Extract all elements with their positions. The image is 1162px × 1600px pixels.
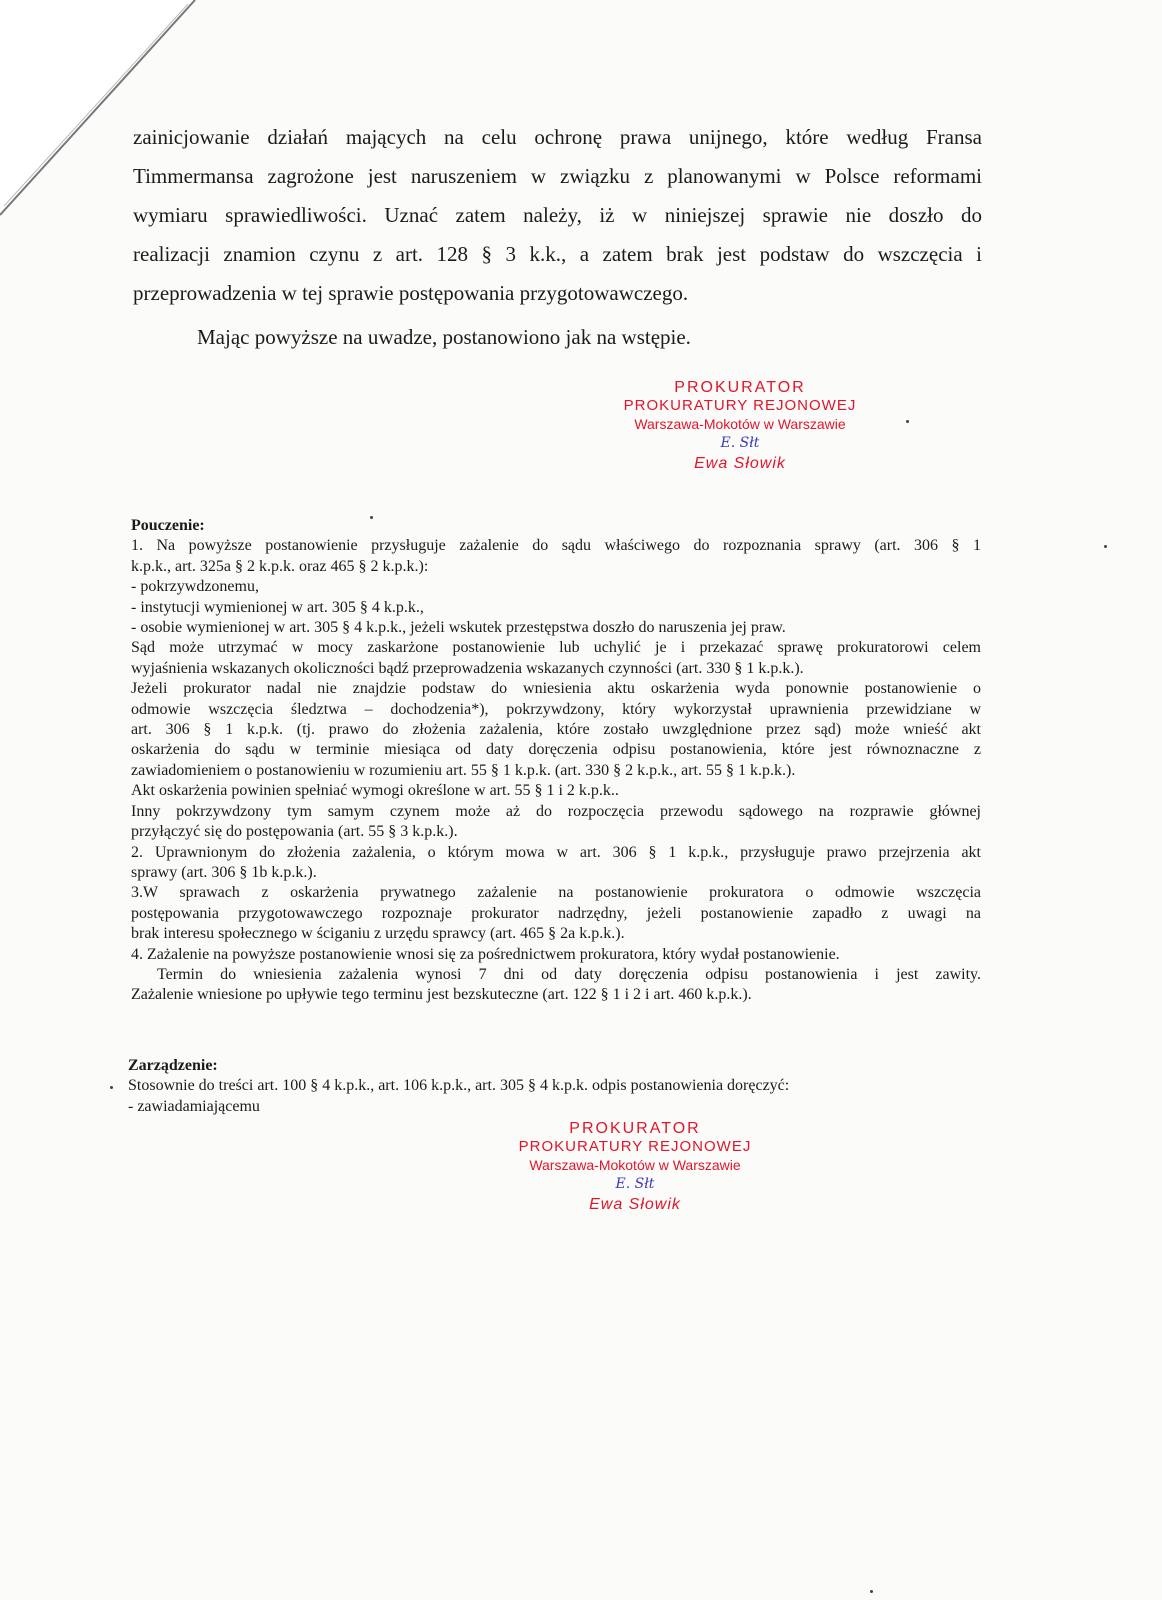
body-line: Timmermansa zagrożone jest naruszeniem w związku z planowanymi w Polsce reformami bbox=[133, 164, 982, 188]
scan-speck bbox=[1104, 545, 1107, 548]
stamp-title: PROKURATOR bbox=[674, 379, 806, 396]
scan-speck bbox=[906, 420, 909, 423]
instruction-line: postępowania przygotowawczego rozpoznaje prokurator nadrzędny, jeżeli postanowienie zapadło z uwagi na bbox=[131, 904, 981, 922]
body-paragraph bbox=[133, 118, 982, 313]
body-line: zainicjowanie działań mających na celu ochronę prawa unijnego, które według Fransa bbox=[133, 125, 982, 149]
order-heading: Zarządzenie: bbox=[128, 1057, 218, 1074]
instruction-line: - instytucji wymienionej w art. 305 § 4 k.p.k., bbox=[131, 598, 424, 616]
stamp-office: PROKURATURY REJONOWEJ bbox=[518, 1138, 752, 1155]
scan-speck bbox=[110, 1086, 113, 1089]
instruction-line: brak interesu społecznego w ściganiu z urzędu sprawcy (art. 465 § 2a k.p.k.). bbox=[131, 925, 625, 943]
instruction-line: Akt oskarżenia powinien spełniać wymogi określone w art. 55 § 1 i 2 k.p.k.. bbox=[131, 782, 619, 800]
instruction-section bbox=[131, 516, 981, 1006]
instruction-line: Jeżeli prokurator nadal nie znajdzie podstaw do wniesienia aktu oskarżenia wyda ponownie postanowienie o bbox=[131, 680, 981, 698]
handwritten-signature: E. Słt bbox=[720, 435, 760, 451]
instruction-line: - osobie wymienionej w art. 305 § 4 k.p.k., jeżeli wskutek przestępstwa doszło do naruszenia jej praw. bbox=[131, 619, 786, 637]
instruction-line: Sąd może utrzymać w mocy zaskarżone postanowienie lub uchylić je i przekazać sprawę prokuratorowi celem bbox=[131, 639, 981, 657]
instruction-heading: Pouczenie: bbox=[131, 517, 205, 534]
body-line: przeprowadzenia w tej sprawie postępowania przygotowawczego. bbox=[133, 281, 689, 305]
order-line: Stosownie do treści art. 100 § 4 k.p.k., art. 106 k.p.k., art. 305 § 4 k.p.k. odpis postanowienia doręczyć: bbox=[128, 1077, 790, 1095]
instruction-line: oskarżenia do sądu w terminie miesiąca od daty doręczenia odpisu postanowienia, które jest równoznaczne z bbox=[131, 741, 981, 759]
instruction-line: k.p.k., art. 325a § 2 k.p.k. oraz 465 § 2 k.p.k.): bbox=[131, 557, 429, 575]
instruction-line: odmowie wszczęcia śledztwa – dochodzenia*), pokrzywdzony, który wykorzystał uprawnienia przewidziane w bbox=[131, 700, 981, 718]
instruction-line: art. 306 § 1 k.p.k. (tj. prawo do złożenia zażalenia, które zostało uwzględnione przez sąd) może wnieść akt bbox=[131, 721, 981, 739]
instruction-line: 4. Zażalenie na powyższe postanowienie wnosi się za pośrednictwem prokuratora, który wydał postanowienie. bbox=[131, 945, 840, 963]
stamp-location: Warszawa-Mokotów w Warszawie bbox=[529, 1157, 741, 1173]
instruction-line: 3.W sprawach z oskarżenia prywatnego zażalenie na postanowienie prokuratora o odmowie wszczęcia bbox=[131, 884, 981, 902]
stamp-location: Warszawa-Mokotów w Warszawie bbox=[634, 416, 846, 432]
scan-speck bbox=[370, 516, 373, 519]
handwritten-signature: E. Słt bbox=[615, 1176, 655, 1192]
stamp-name: Ewa Słowik bbox=[589, 1196, 681, 1213]
instruction-line: sprawy (art. 306 § 1b k.p.k.). bbox=[131, 863, 317, 881]
instruction-line: przyłączyć się do postępowania (art. 55 § 3 k.p.k.). bbox=[131, 823, 458, 841]
body-line: realizacji znamion czynu z art. 128 § 3 k.k., a zatem brak jest podstaw do wszczęcia i bbox=[133, 242, 982, 266]
instruction-line: 2. Uprawnionym do złożenia zażalenia, o którym mowa w art. 306 § 1 k.p.k., przysługuje prawo przejrzenia akt bbox=[131, 843, 981, 861]
order-line: - zawiadamiającemu bbox=[128, 1097, 260, 1115]
stamp-name: Ewa Słowik bbox=[694, 455, 786, 472]
stamp-office: PROKURATURY REJONOWEJ bbox=[623, 397, 857, 414]
instruction-line: Termin do wniesienia zażalenia wynosi 7 dni od daty doręczenia odpisu postanowienia i jest zawity. bbox=[157, 965, 981, 983]
prosecutor-stamp-1 bbox=[620, 379, 860, 475]
instruction-line: Zażalenie wniesione po upływie tego terminu jest bezskuteczne (art. 122 § 1 i 2 i art. 460 k.p.k.). bbox=[131, 986, 752, 1004]
instruction-line: wyjaśnienia wskazanych okoliczności bądź przeprowadzenia wskazanych czynności (art. 330 § 1 k.p.k.). bbox=[131, 659, 804, 677]
scan-speck bbox=[870, 1590, 873, 1593]
stamp-title: PROKURATOR bbox=[569, 1120, 701, 1137]
prosecutor-stamp-2 bbox=[515, 1120, 755, 1216]
instruction-line: - pokrzywdzonemu, bbox=[131, 578, 259, 596]
instruction-line: Inny pokrzywdzony tym samym czynem może aż do rozpoczęcia przewodu sądowego na rozprawie głównej bbox=[131, 802, 981, 820]
order-section bbox=[128, 1056, 978, 1117]
instruction-line: zawiadomieniem o postanowieniu w rozumieniu art. 55 § 1 k.p.k. (art. 330 § 2 k.p.k., art. 55 § 1 k.p.k.). bbox=[131, 761, 796, 779]
body-line: wymiaru sprawiedliwości. Uznać zatem należy, iż w niniejszej sprawie nie doszło do bbox=[133, 203, 982, 227]
conclusion-sentence: Mając powyższe na uwadze, postanowiono jak na wstępie. bbox=[197, 325, 691, 349]
instruction-line: 1. Na powyższe postanowienie przysługuje zażalenie do sądu właściwego do rozpoznania sprawy (art. 306 § 1 bbox=[131, 537, 981, 555]
